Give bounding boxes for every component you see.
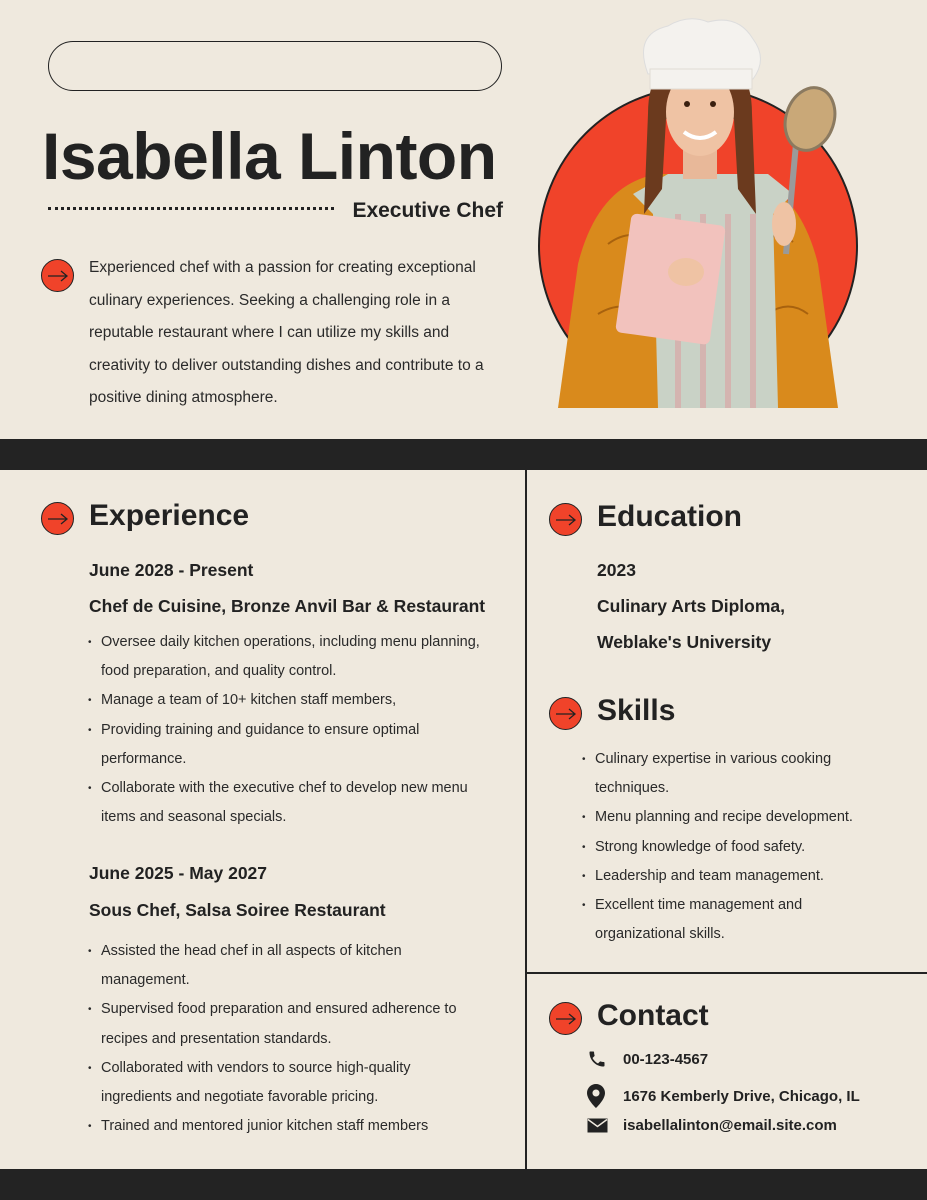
education-year: 2023 — [597, 560, 636, 580]
contact-divider — [526, 972, 927, 974]
contact-email-row — [587, 1117, 837, 1134]
experience-heading: Experience — [89, 499, 250, 532]
contact-phone: 00-123-4567 — [623, 1050, 709, 1068]
list-item: • Culinary expertise in various cooking techniques. — [583, 745, 873, 803]
contact-email[interactable]: isabellalinton@email.site.com — [623, 1117, 837, 1134]
list-item: • Providing training and guidance to ensure optimal performance. — [89, 716, 484, 774]
job-role: Executive Chef — [352, 199, 503, 222]
list-item: • Collaborated with vendors to source high-quality ingredients and negotiate favorable pricing. — [89, 1054, 474, 1112]
list-item: • Oversee daily kitchen operations, including menu planning, food preparation, and quality control. — [89, 628, 484, 686]
skills-list — [583, 745, 873, 949]
list-item: • Supervised food preparation and ensured adherence to recipes and presentation standards. — [89, 995, 474, 1053]
education-school: Weblake's University — [597, 632, 772, 652]
list-item: • Leadership and team management. — [583, 862, 873, 891]
job-duties-list — [89, 937, 474, 1141]
education-degree: Culinary Arts Diploma, — [597, 596, 785, 616]
column-divider — [525, 470, 527, 1170]
contact-address: 1676 Kemberly Drive, Chicago, IL — [623, 1087, 860, 1105]
dotted-divider — [48, 207, 334, 210]
list-item: • Excellent time management and organizational skills. — [583, 891, 873, 949]
list-item: • Trained and mentored junior kitchen staff members — [89, 1112, 474, 1141]
job-title: Sous Chef, Salsa Soiree Restaurant — [89, 900, 386, 920]
profile-summary: Experienced chef with a passion for creating exceptional culinary experiences. Seeking a challenging role in a reputable restaurant where I can utilize my skills and creativity to deliver outstanding dishes and contribute to a positive dining atmosphere. — [89, 259, 484, 406]
arrow-right-icon — [549, 697, 582, 730]
header-pill-frame — [48, 41, 502, 91]
email-icon — [587, 1118, 623, 1133]
contact-address-row — [587, 1084, 860, 1108]
location-pin-icon — [587, 1084, 623, 1108]
skills-heading: Skills — [597, 694, 676, 727]
arrow-right-icon — [41, 259, 74, 292]
bottom-dark-band — [0, 1169, 927, 1200]
arrow-right-icon — [41, 502, 74, 535]
job-dates: June 2028 - Present — [89, 560, 254, 580]
education-heading: Education — [597, 500, 743, 533]
chef-portrait — [538, 14, 860, 408]
contact-heading: Contact — [597, 999, 709, 1032]
list-item: • Menu planning and recipe development. — [583, 803, 873, 832]
list-item: • Manage a team of 10+ kitchen staff members, — [89, 686, 484, 715]
phone-icon — [587, 1049, 623, 1069]
top-dark-band — [0, 439, 927, 470]
list-item: • Strong knowledge of food safety. — [583, 833, 873, 862]
list-item: • Assisted the head chef in all aspects of kitchen management. — [89, 937, 474, 995]
arrow-right-icon — [549, 1002, 582, 1035]
arrow-right-icon — [549, 503, 582, 536]
job-title: Chef de Cuisine, Bronze Anvil Bar & Restaurant — [89, 596, 486, 616]
candidate-name: Isabella Linton — [42, 119, 497, 193]
job-duties-list — [89, 628, 484, 832]
job-dates: June 2025 - May 2027 — [89, 863, 268, 883]
list-item: • Collaborate with the executive chef to develop new menu items and seasonal specials. — [89, 774, 484, 832]
contact-phone-row — [587, 1049, 708, 1069]
